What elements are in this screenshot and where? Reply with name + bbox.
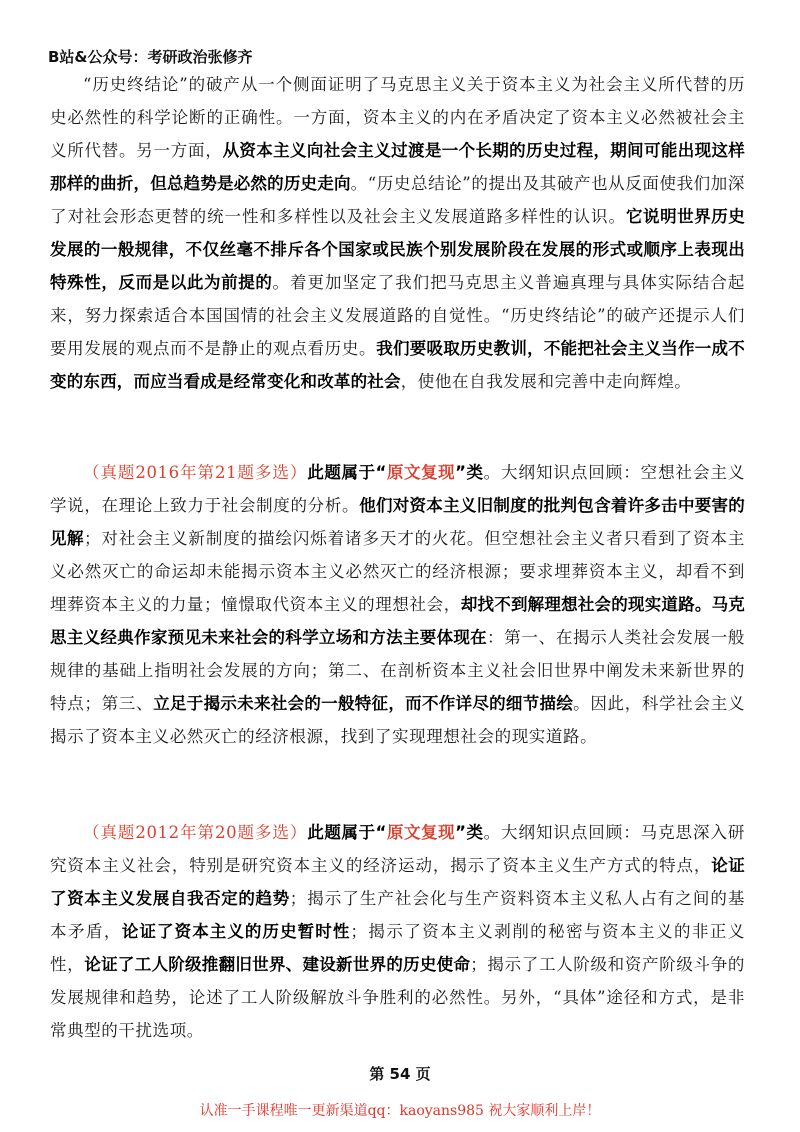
text-segment: ；揭示了生产社会化与生产资料资本主义私人占有之间的基本矛盾， (50, 889, 745, 941)
text-segment: “历史终结论”的破产从一个侧面证明了马克思主义关于资本主义为社会主义所代替的历史必然性的科学论断的正确性。一方面，资本主义的内在矛盾决定了资本主义必然被社会主义所代替。另一方面， (50, 75, 745, 160)
paragraph-exam-2016-q21 (50, 456, 745, 753)
text-segment: ；对社会主义新制度的描绘闪烁着诸多天才的火花。但空想社会主义者只看到了资本主义必然灭亡的命运却未能揭示资本主义必然灭亡的经济根源；要求埋葬资本主义，却看不到埋葬资本主义的力量；憧憬取代资本主义的理想社会， (50, 529, 745, 614)
exam-question-tag: （真题2016年第21题多选） (83, 463, 308, 482)
bold-segment: ”类 (455, 463, 484, 482)
bold-segment: 论证了工人阶级推翻旧世界、建设新世界的历史使命 (84, 955, 471, 974)
text-segment: 。大纲知识点回顾：马克思深入研究资本主义社会，特别是研究资本主义的经济运动，揭示了资本主义生产方式的特点， (50, 823, 746, 875)
exam-question-tag: （真题2012年第20题多选） (83, 823, 308, 842)
bold-segment: 却找不到解理想社会的现实道路。马克思主义经典作家预见未来社会的科学立场和方法主要体现在 (50, 595, 745, 647)
page-number: 第 54 页 (369, 1065, 431, 1083)
bold-segment: 立足于揭示未来社会的一般特征，而不作详尽的细节描绘 (153, 694, 574, 713)
bold-segment: 我们要吸取历史教训，不能把社会主义当作一成不变的东西，而应当看成是经常变化和改革的社会 (50, 339, 745, 391)
text-segment: ；揭示了工人阶级和资产阶级斗争的发展规律和趋势，论述了工人阶级解放斗争胜利的必然性。另外，“具体”途径和方式，是非常典型的干扰选项。 (50, 955, 745, 1040)
bold-segment: 此题属于“ (307, 823, 387, 842)
paragraph-exam-2012-q20 (50, 816, 745, 1047)
bold-segment: 论证了资本主义的历史暂时性 (121, 922, 351, 941)
category-label: 原文复现 (386, 823, 456, 842)
bold-segment: 从资本主义向社会主义过渡是一个长期的历史过程，期间可能出现这样那样的曲折，但总趋势是必然的历史走向 (50, 141, 746, 193)
bold-segment: 他们对资本主义旧制度的批判包含着许多击中要害的见解 (50, 496, 745, 548)
text-segment: 。大纲知识点回顾：空想社会主义学说，在理论上致力于社会制度的分析。 (50, 463, 746, 515)
header-channel-label: B站&公众号：考研政治张修齐 (48, 48, 253, 66)
text-segment: ，使他在自我发展和完善中走向辉煌。 (400, 372, 692, 391)
bold-segment: 它说明世界历史发展的一般规律，不仅丝毫不排斥各个国家或民族个别发展阶段在发展的形式或顺序上表现出特殊性，反而是以此为前提的 (50, 207, 745, 292)
category-label: 原文复现 (386, 463, 456, 482)
bold-segment: ”类 (455, 823, 484, 842)
footer-notice: 认准一手课程唯一更新渠道qq：kaoyans985 祝大家顺利上岸！ (199, 1103, 601, 1119)
bold-segment: 此题属于“ (307, 463, 387, 482)
paragraph-history-end-theory (50, 68, 745, 398)
bold-segment: 论证了资本主义发展自我否定的趋势 (50, 856, 745, 908)
text-segment: 。因此，科学社会主义揭示了资本主义必然灭亡的经济根源，找到了实现理想社会的现实道路。 (50, 694, 746, 746)
text-segment: ；揭示了资本主义剥削的秘密与资本主义的非正义性， (50, 922, 745, 974)
text-segment: ：第一、在揭示人类社会发展一般规律的基础上指明社会发展的方向；第二、在剖析资本主义社会旧世界中阐发未来新世界的特点；第三、 (50, 628, 746, 713)
text-segment: 。着更加坚定了我们把马克思主义普遍真理与具体实际结合起来，努力探索适合本国国情的社会主义发展道路的自觉性。“历史终结论”的破产还提示人们要用发展的观点而不是静止的观点看历史。 (50, 273, 745, 358)
text-segment: 。“历史总结论”的提出及其破产也从反面使我们加深了对社会形态更替的统一性和多样性以及社会主义发展道路多样性的认识。 (50, 174, 745, 226)
